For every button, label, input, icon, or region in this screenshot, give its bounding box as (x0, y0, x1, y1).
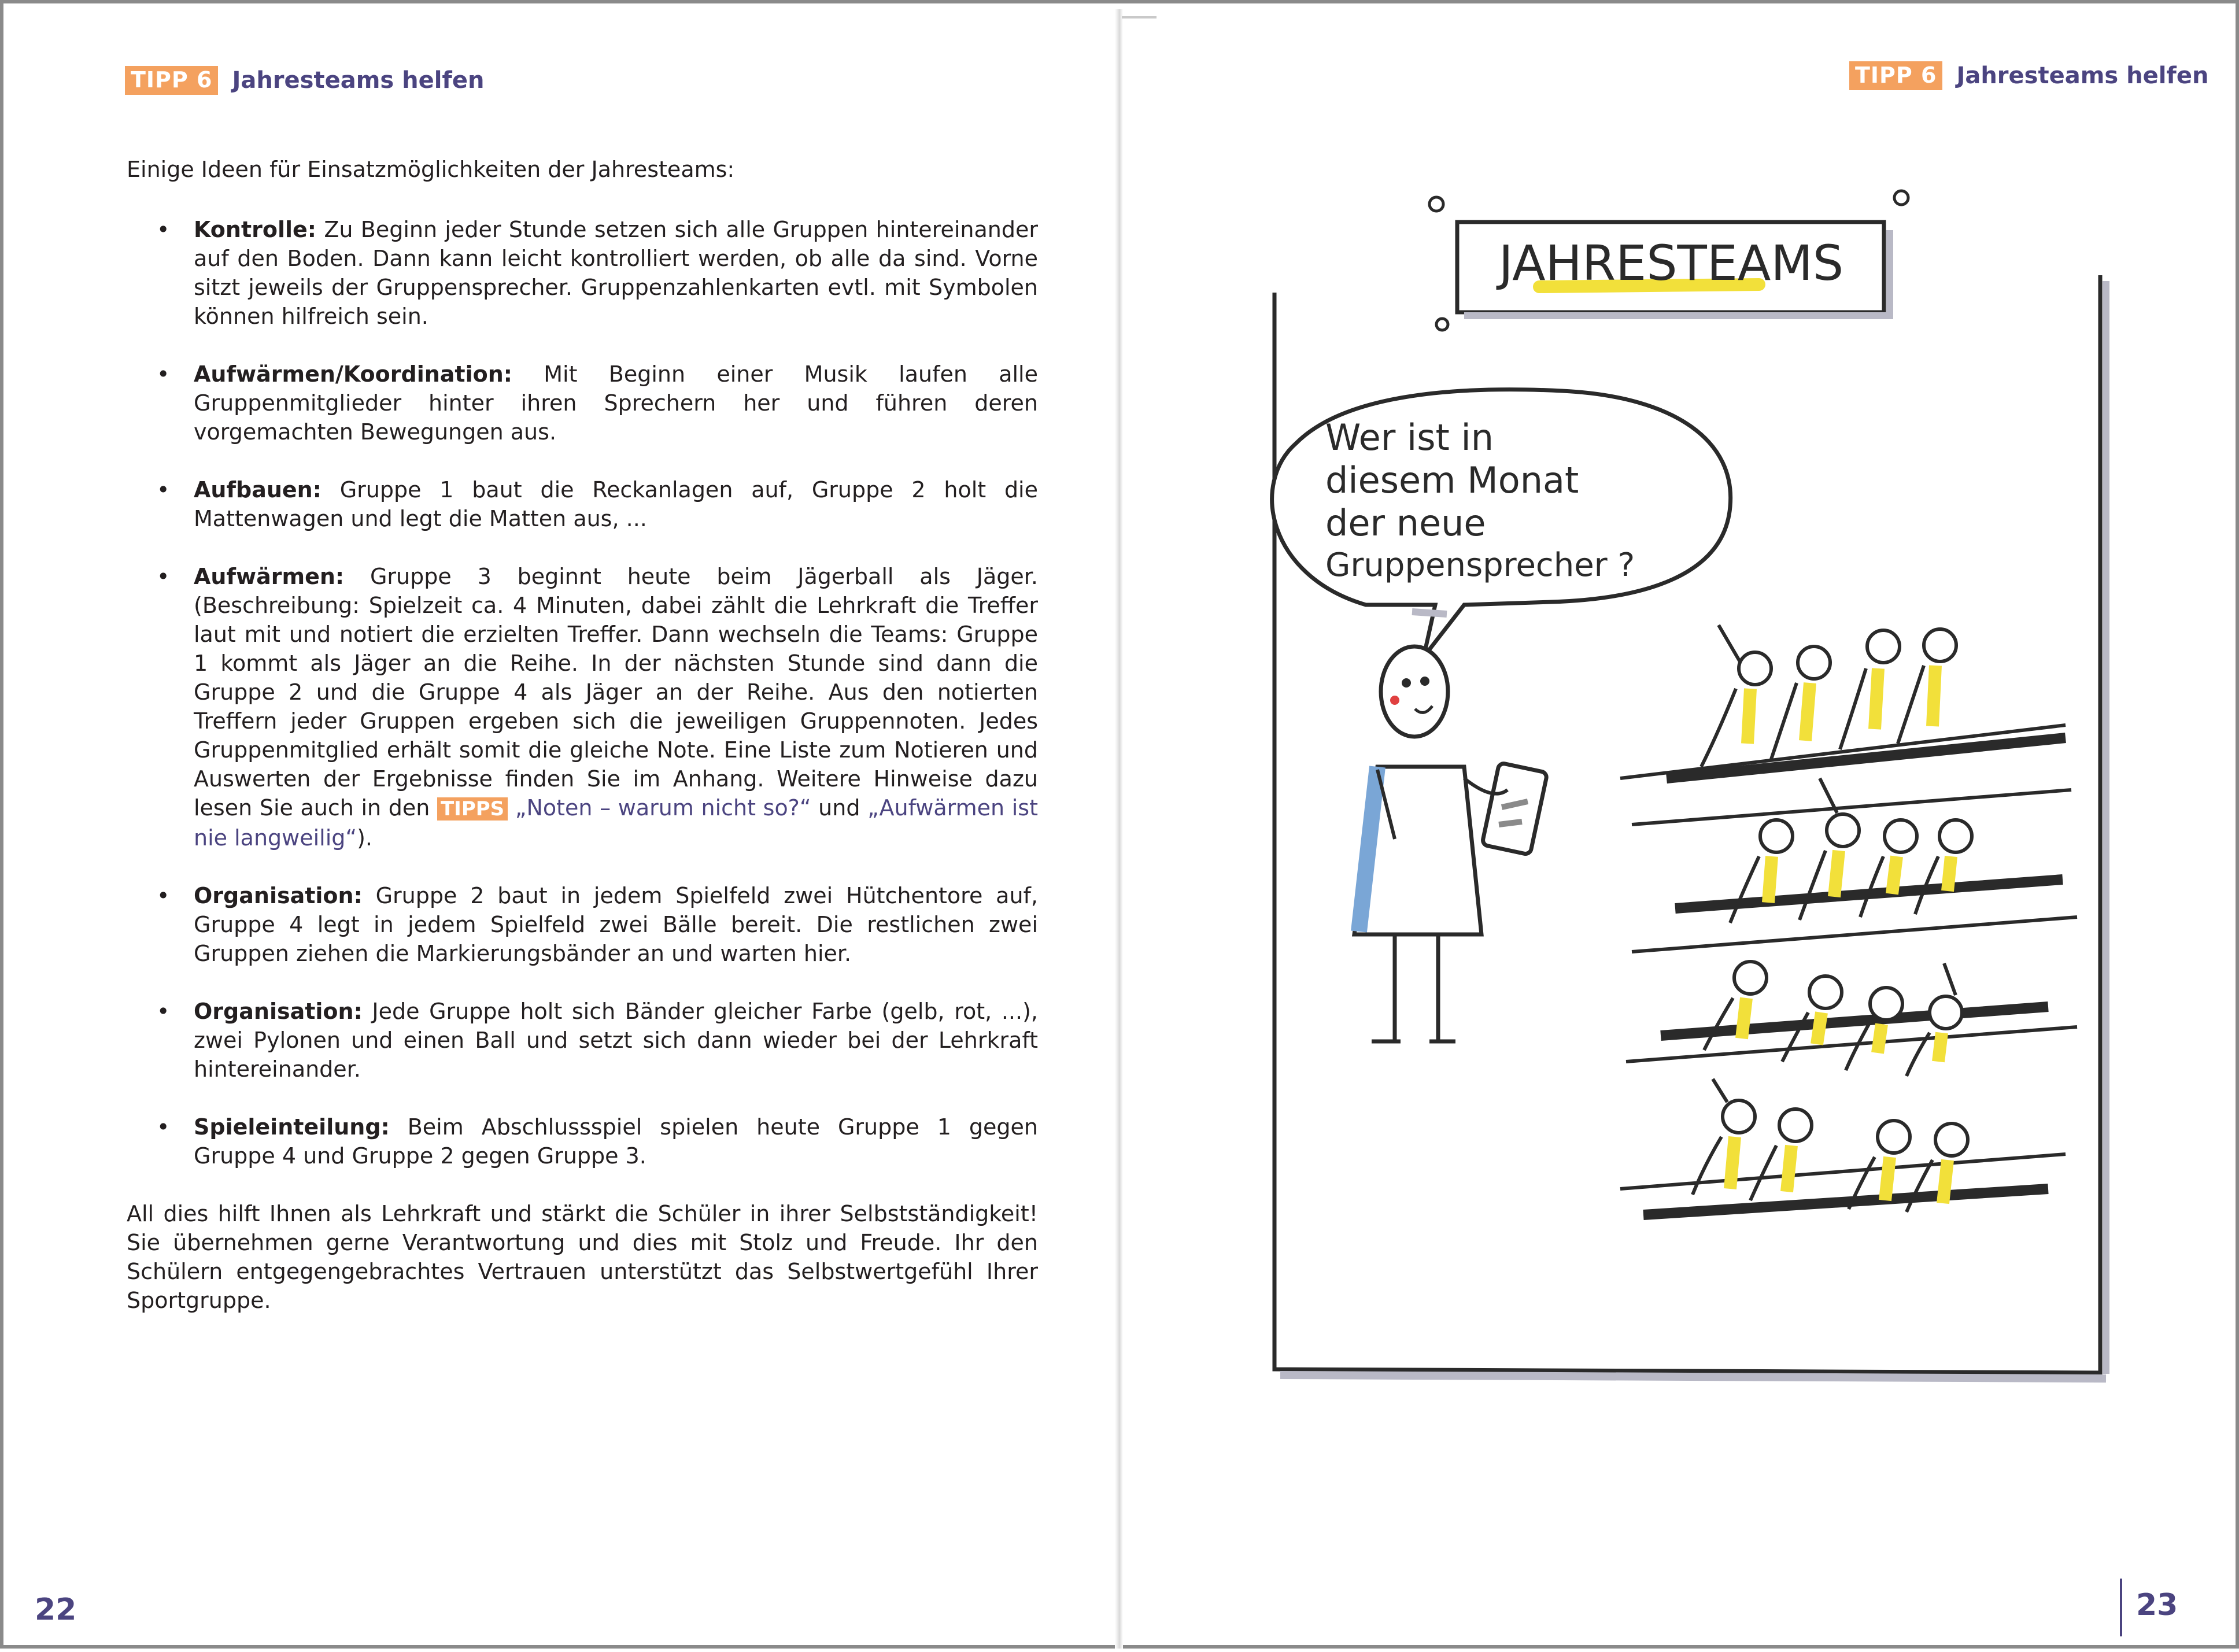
running-head-left (125, 66, 484, 95)
bullet: • (157, 999, 170, 1024)
running-head-title: Jahresteams helfen (232, 66, 485, 94)
tipp-badge: TIPP 6 (1849, 61, 1942, 90)
teacher-figure (1354, 646, 1547, 1041)
item-text: Gruppe 2 baut in jedem Spielfeld zwei Hütchentore auf, Gruppe 4 legt in jedem Spielfeld zwei Bälle bereit. Die restlichen zwei Gruppen ziehen die Markierungsbänder an und warten hier. (194, 883, 1038, 966)
item-text: Zu Beginn jeder Stunde setzen sich alle Gruppen hintereinander auf den Boden. Dann kann leicht kontrolliert werden, ob alle da sind. Vorne sitzt jeweils der Gruppensprecher. Gruppenzahlenkarten evtl. mit Symbolen können hilfreich sein. (194, 217, 1038, 329)
student-rows (1620, 625, 2077, 1215)
tipps-badge: TIPPS (437, 797, 508, 821)
bullet: • (157, 564, 170, 589)
item-lead: Aufwärmen: (194, 564, 345, 589)
student-row (1667, 625, 2066, 778)
running-head-title: Jahresteams helfen (1956, 62, 2209, 89)
page-number: 23 (2136, 1588, 2178, 1623)
list-item (127, 997, 1038, 1084)
list-item (127, 215, 1038, 331)
student-row (1675, 778, 2063, 923)
sign-text: JAHRESTEAMS (1498, 235, 1844, 291)
speech-line: diesem Monat (1325, 459, 1579, 501)
item-text-end: ). (357, 825, 372, 851)
item-lead: Organisation: (194, 999, 363, 1024)
page-number-rule (2120, 1579, 2122, 1636)
frame-shadow (1280, 1375, 2106, 1378)
speech-line: der neue (1325, 502, 1486, 544)
item-text: Gruppe 1 baut die Reckanlagen auf, Gruppe 2 holt die Mattenwagen und legt die Matten aus, ... (194, 477, 1038, 531)
item-text: Beim Abschlussspiel spielen heute Gruppe 1 gegen Gruppe 4 und Gruppe 2 gegen Gruppe 3. (194, 1114, 1038, 1169)
closing-paragraph: All dies hilft Ihnen als Lehrkraft und stärkt die Schüler in ihrer Selbstständigkeit! Sie übernehmen gerne Verantwortung und dies mit Stolz und Freude. Ihr den Schülern entgegengebrachtes Vertrauen unterstützt das Selbstwertgefühl Ihrer Sportgruppe. (127, 1201, 1038, 1313)
right-page (1123, 3, 2239, 1652)
tipp-badge: TIPP 6 (125, 66, 218, 95)
item-lead: Aufwärmen/Koordination: (194, 361, 512, 387)
item-text-connector: und (811, 795, 868, 821)
item-lead: Kontrolle: (194, 217, 316, 242)
cross-reference-link[interactable]: „Aufwärmen ist nie langweilig“ (194, 795, 1038, 851)
list-item (127, 475, 1038, 533)
bullet: • (157, 1114, 170, 1140)
item-text: Gruppe 3 beginnt heute beim Jägerball als Jäger. (Beschreibung: Spielzeit ca. 4 Minuten, dabei zählt die Lehrkraft die Treffer laut mit und notiert die erzielten Treffer. Dann wechseln die Teams: Gruppe 1 kommt als Jäger an die Reihe. In der nächsten Stunde sind dann die Gruppe 2 und die Gruppe 4 als Jäger an der Reihe. Aus den notierten Treffern jeder Gruppen ergeben sich die jeweiligen Gruppennoten. Jedes Gruppenmitglied erhält somit die gleiche Note. Eine Liste zum Notieren und Auswerten der Ergebnisse finden Sie im Anhang. Weitere Hinweise dazu lesen Sie auch in den (194, 564, 1038, 821)
bullet: • (157, 883, 170, 908)
item-lead: Spieleinteilung: (194, 1114, 390, 1140)
ideas-list (127, 215, 1038, 1170)
list-item (127, 562, 1038, 852)
student-row (1643, 1079, 2048, 1215)
intro-paragraph: Einige Ideen für Einsatzmöglichkeiten der Jahresteams: (127, 157, 735, 182)
item-lead: Aufbauen: (194, 477, 322, 502)
speech-line: Gruppensprecher ? (1325, 546, 1635, 584)
body-text (127, 155, 1038, 1337)
list-item (127, 881, 1038, 968)
item-lead: Organisation: (194, 883, 363, 908)
cross-reference-link[interactable]: „Noten – warum nicht so?“ (508, 795, 811, 821)
left-page (3, 3, 1117, 1652)
item-text: Jede Gruppe holt sich Bänder gleicher Farbe (gelb, rot, ...), zwei Pylonen und einen Ball und setzt sich dann wieder bei der Lehrkraft hintereinander. (194, 999, 1038, 1082)
bullet: • (157, 217, 170, 242)
student-row (1661, 962, 2048, 1076)
classroom-illustration (1123, 3, 2239, 1652)
bullet: • (157, 477, 170, 502)
item-text: Mit Beginn einer Musik laufen alle Gruppenmitglieder hinter ihren Sprechern her und führen deren vorgemachten Bewegungen aus. (194, 361, 1038, 445)
bullet: • (157, 361, 170, 387)
jahresteams-sign (1429, 191, 1908, 330)
page-number: 22 (35, 1592, 77, 1627)
list-item (127, 1113, 1038, 1170)
speech-bubble (1272, 390, 1731, 657)
speech-line: Wer ist in (1325, 416, 1494, 459)
list-item (127, 360, 1038, 446)
